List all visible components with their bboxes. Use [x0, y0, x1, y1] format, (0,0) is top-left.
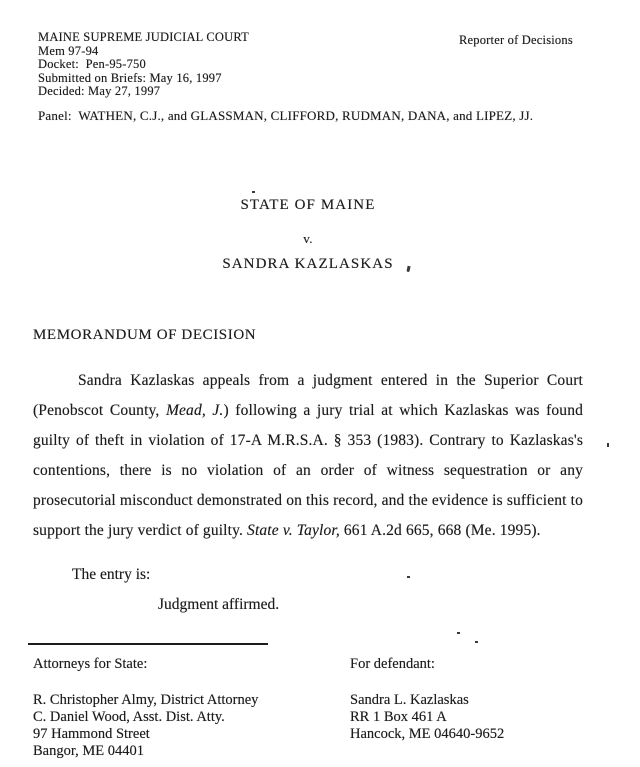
state-counsel-line: 97 Hammond Street	[33, 726, 150, 742]
docket-number: Docket: Pen-95-750	[38, 57, 146, 71]
scan-artifact	[475, 641, 478, 643]
for-defendant-label: For defendant:	[350, 656, 435, 672]
attorneys-for-state-label: Attorneys for State:	[33, 656, 148, 672]
decided-line: Decided: May 27, 1997	[38, 84, 161, 98]
reporter-of-decisions: Reporter of Decisions	[459, 33, 573, 47]
state-counsel-line: C. Daniel Wood, Asst. Dist. Atty.	[33, 709, 225, 725]
scan-artifact	[457, 632, 460, 634]
header-block	[38, 31, 249, 99]
submitted-line: Submitted on Briefs: May 16, 1997	[38, 70, 222, 85]
panel-line: Panel: WATHEN, C.J., and GLASSMAN, CLIFFORD, RUDMAN, DANA, and LIPEZ, JJ.	[38, 108, 534, 123]
scan-artifact	[607, 443, 609, 447]
separator-rule	[28, 643, 268, 645]
defendant-counsel-line: Hancock, ME 04640-9652	[350, 726, 505, 742]
judge-name-italic: Mead, J.	[165, 401, 224, 419]
case-caption	[0, 197, 616, 273]
entry-judgment: Judgment affirmed.	[158, 596, 280, 613]
defendant-counsel-line: Sandra L. Kazlaskas	[350, 692, 469, 708]
versus: v.	[303, 231, 313, 246]
opinion-text-1: Sandra Kazlaskas appeals from a judgment entered in the Superior Court (Penobscot County,	[33, 371, 583, 419]
defendant-counsel-block	[350, 692, 504, 743]
scan-artifact	[252, 191, 255, 193]
opinion-text-2: ) following a jury trial at which Kazlaskas was found guilty of theft in violation of 17-A M.R.S.A. § 353 (1983). Contrary to Kazlaskas's contentions, there is no violation of an order of witness sequestration or any prosecutorial misconduct demonstrated on this record, and the evidence is sufficient to support the jury verdict of guilty.	[33, 401, 584, 539]
party-plaintiff: STATE OF MAINE	[240, 197, 376, 213]
entry-intro: The entry is:	[72, 566, 151, 583]
party-defendant: SANDRA KAZLASKAS	[222, 256, 394, 272]
state-counsel-block	[33, 692, 258, 760]
scan-artifact	[407, 576, 410, 578]
defendant-counsel-line: RR 1 Box 461 A	[350, 709, 447, 725]
mem-number: Mem 97-94	[38, 43, 99, 58]
memorandum-heading: MEMORANDUM OF DECISION	[33, 327, 257, 343]
opinion-paragraph	[33, 366, 583, 546]
case-citation-italic: State v. Taylor,	[247, 521, 340, 539]
court-name: MAINE SUPREME JUDICIAL COURT	[38, 30, 249, 44]
state-counsel-line: Bangor, ME 04401	[33, 743, 144, 759]
opinion-text-3: 661 A.2d 665, 668 (Me. 1995).	[339, 521, 541, 539]
state-counsel-line: R. Christopher Almy, District Attorney	[33, 692, 259, 708]
